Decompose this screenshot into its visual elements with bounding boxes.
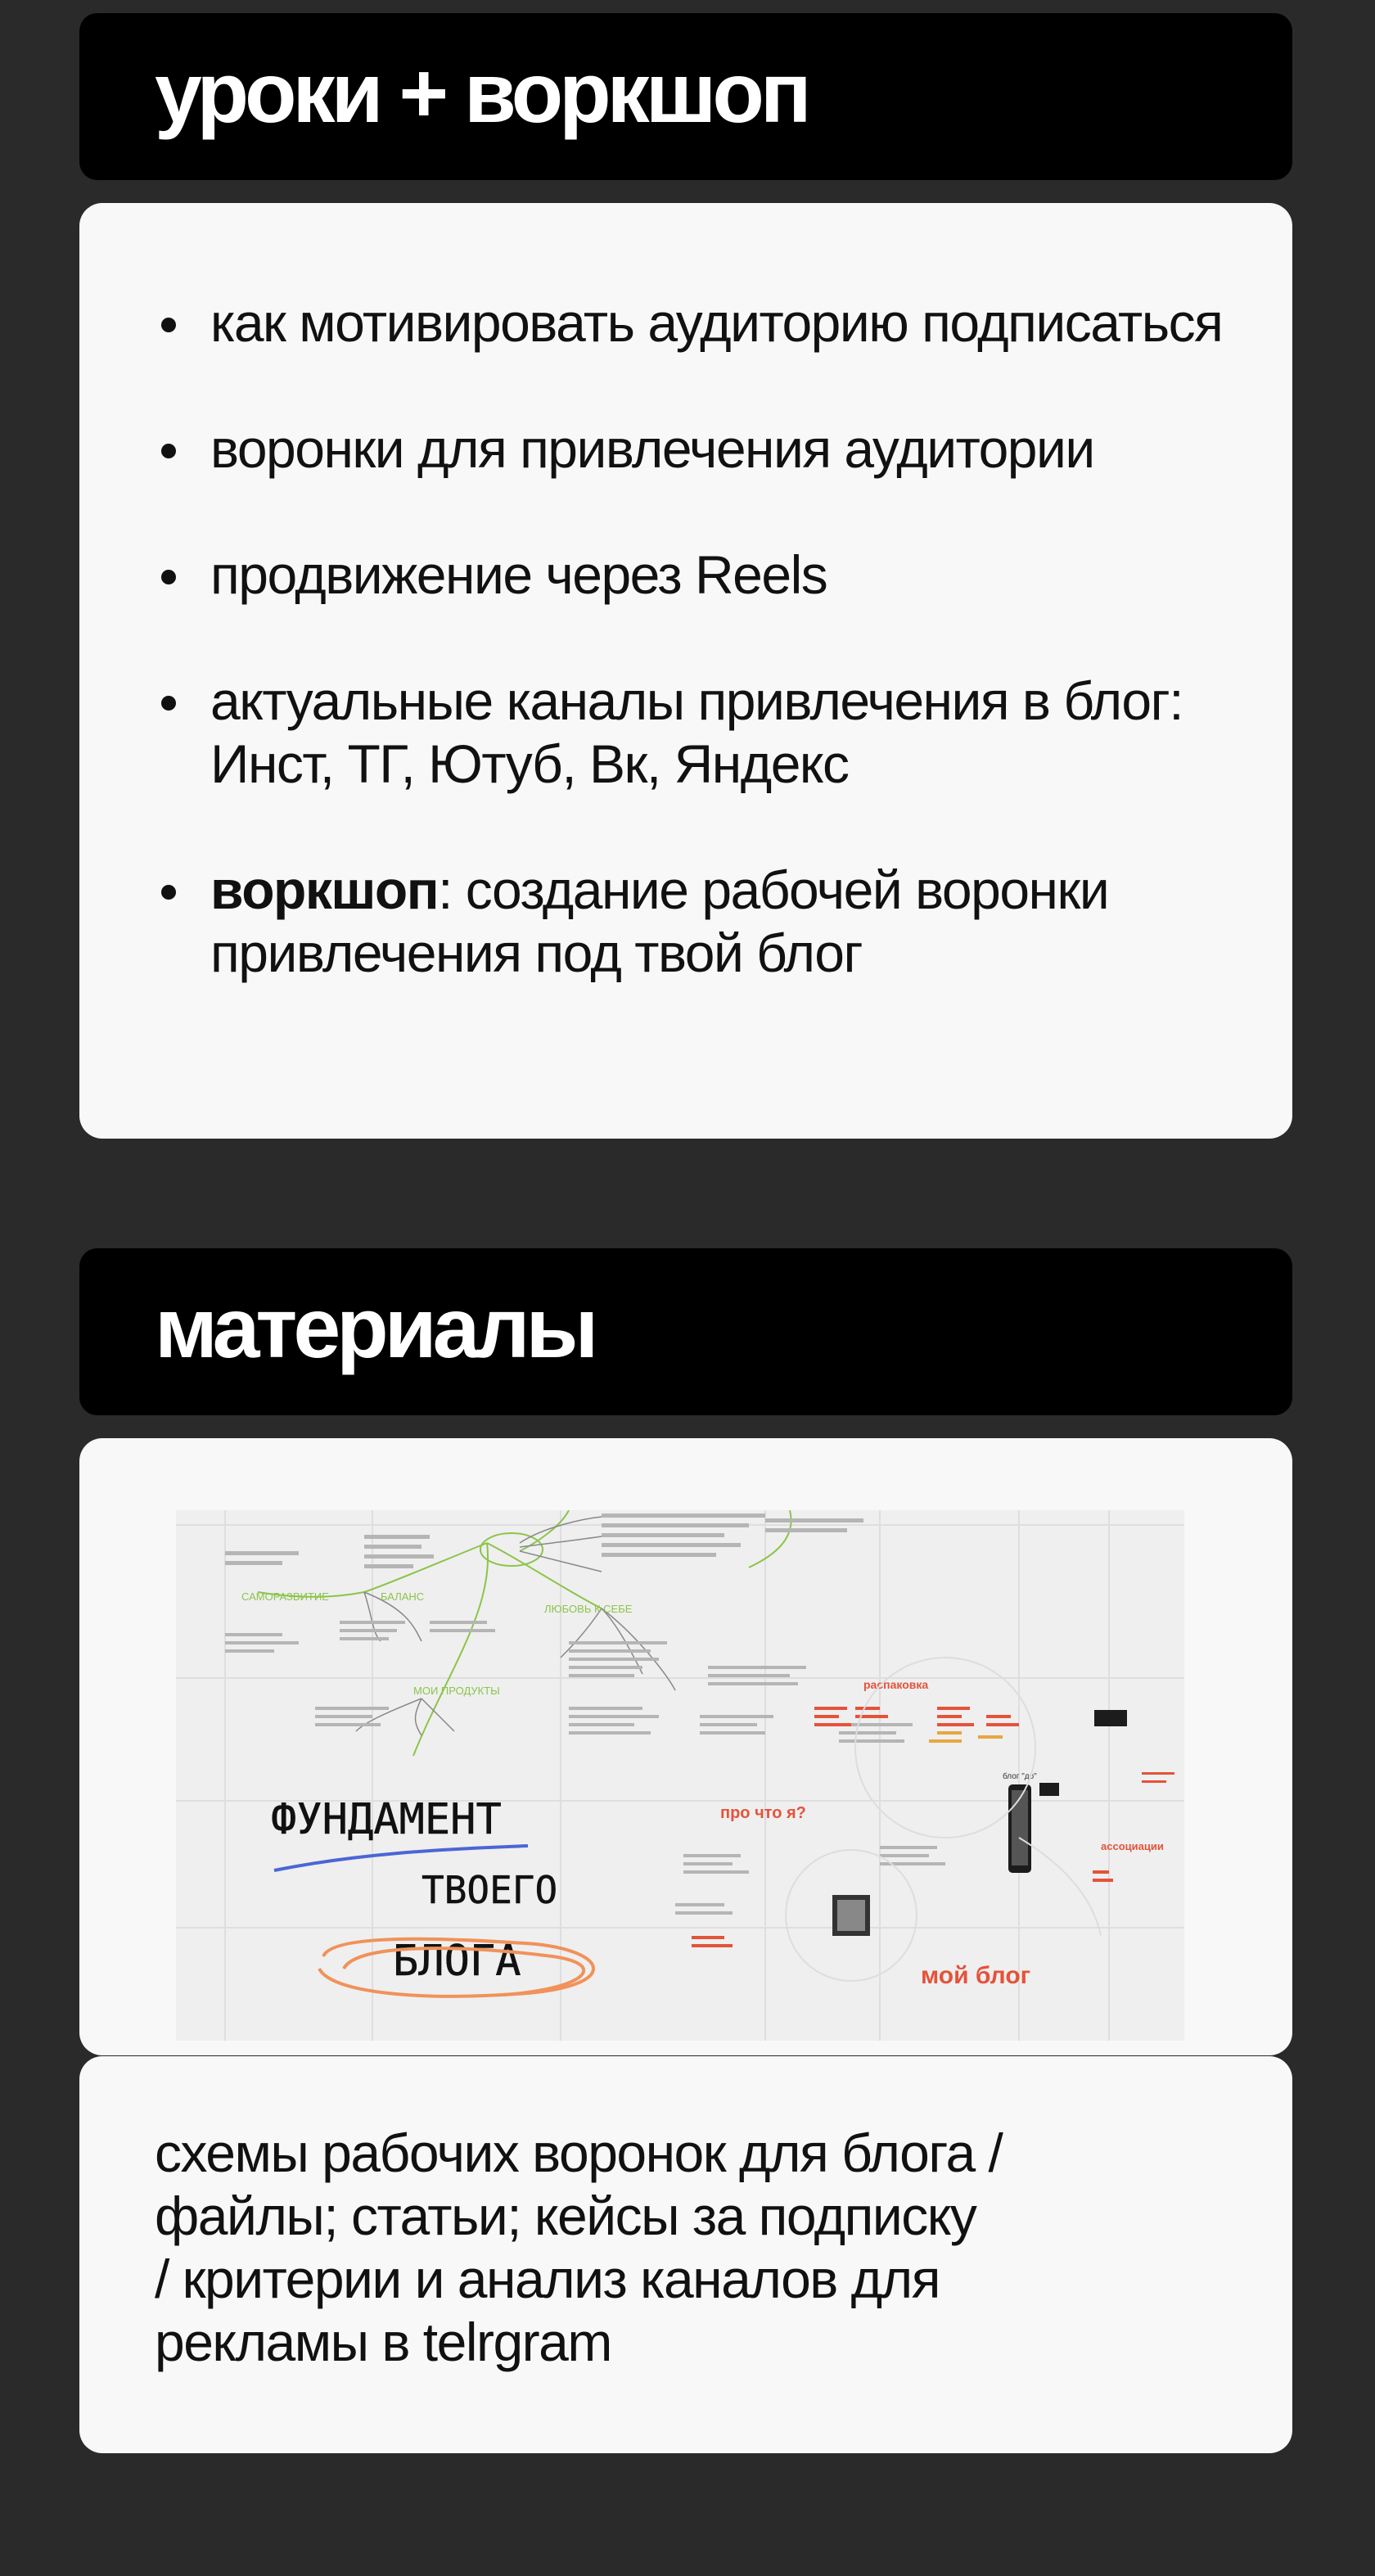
svg-text:САМОРАЗВИТИЕ: САМОРАЗВИТИЕ (241, 1590, 329, 1603)
materials-image-card (79, 1438, 1292, 2055)
svg-text:БАЛАНС: БАЛАНС (381, 1590, 425, 1603)
svg-text:БЛОГА: БЛОГА (393, 1937, 521, 1986)
svg-text:ЛЮБОВЬ К СЕБЕ: ЛЮБОВЬ К СЕБЕ (544, 1603, 633, 1615)
bullet-icon (161, 570, 176, 584)
list-item: как мотивировать аудиторию подписаться (210, 291, 1227, 354)
svg-text:ФУНДАМЕНТ: ФУНДАМЕНТ (271, 1795, 502, 1844)
materials-description-card (79, 2056, 1292, 2453)
list-item: продвижение через Reels (210, 544, 1227, 607)
materials-title: материалы (155, 1281, 595, 1376)
svg-text:мой блог: мой блог (921, 1962, 1031, 1989)
lessons-header (79, 13, 1292, 180)
lessons-list (210, 291, 1227, 985)
svg-text:блог "до": блог "до" (1003, 1772, 1037, 1781)
materials-description: схемы рабочих воронок для блога / файлы; статьи; кейсы за подписку / критерии и анализ каналов для рекламы в telrgram (155, 2123, 1003, 2372)
list-item: актуальные каналы привлечения в блог: Инст, ТГ, Ютуб, Вк, Яндекс (210, 670, 1227, 796)
mindmap-illustration (176, 1510, 1184, 2041)
svg-text:ТВОЕГО: ТВОЕГО (422, 1868, 558, 1912)
svg-text:про что я?: про что я? (720, 1804, 806, 1822)
lessons-title: уроки + воркшоп (155, 46, 808, 141)
list-item: воронки для привлечения аудитории (210, 417, 1227, 480)
materials-header (79, 1248, 1292, 1415)
workshop-label: воркшоп (210, 859, 439, 920)
list-item: воркшоп: создание рабочей воронки привлечения под твой блог (210, 859, 1227, 985)
svg-text:МОИ ПРОДУКТЫ: МОИ ПРОДУКТЫ (413, 1685, 500, 1697)
bullet-icon (161, 885, 176, 900)
bullet-icon (161, 444, 176, 458)
mindmap-preview-image (176, 1510, 1184, 2041)
svg-text:ассоциации: ассоциации (1101, 1840, 1164, 1852)
bullet-icon (161, 318, 176, 332)
lessons-card (79, 203, 1292, 1139)
bullet-icon (161, 696, 176, 711)
svg-text:распаковка: распаковка (863, 1678, 929, 1691)
